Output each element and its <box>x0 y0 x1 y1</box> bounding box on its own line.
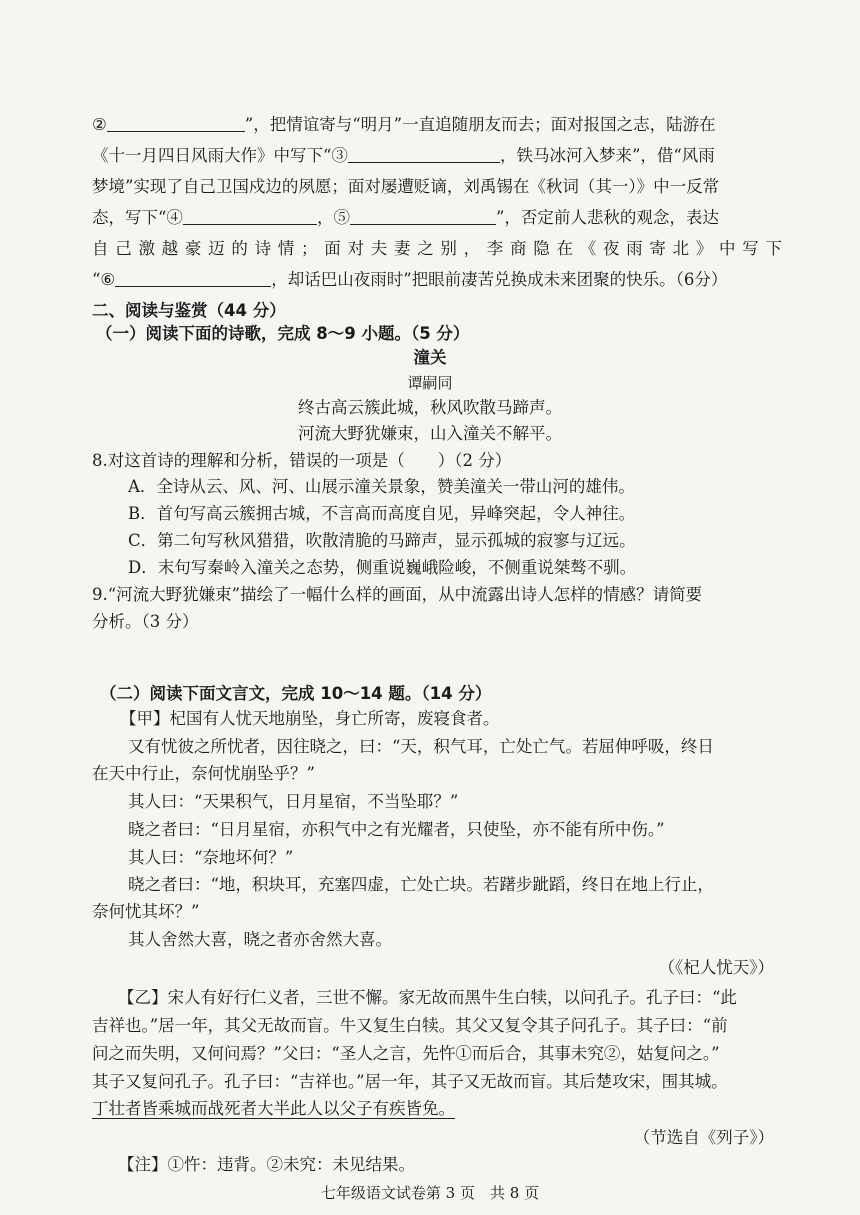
underlined-sentence: 丁壮者皆乘城而战死者大半此人以父子有疾皆免。 <box>92 1099 455 1118</box>
blank-label-2: ② <box>92 115 107 134</box>
poem-author: 谭嗣同 <box>407 374 453 392</box>
question-8-option-a: A．全诗从云、风、河、山展示潼关景象，赞美潼关一带山河的雄伟。 <box>128 477 635 496</box>
part-2-title: （二）阅读下面文言文，完成 10～14 题。（14 分） <box>100 684 492 703</box>
passage-jia-line-5: 晓之者曰：“日月星宿，亦积气中之有光耀者，只使坠，亦不能有所中伤。” <box>128 820 665 839</box>
annotation-note: 【注】①忤：违背。②未究：未见结果。 <box>118 1155 415 1174</box>
passage-yi-line-1: 【乙】宋人有好行仁义者，三世不懈。家无故而黑牛生白犊，以问孔子。孔子曰：“此 <box>118 988 737 1007</box>
passage-jia-line-3: 在天中行止，奈何忧崩坠乎？” <box>92 764 315 783</box>
fill-line-1: ② ”，把情谊寄与“明月”一直追随朋友而去；面对报国之志，陆游在 <box>92 115 716 134</box>
poem-line-2: 河流大野犹嫌束，山入潼关不解平。 <box>298 424 562 443</box>
passage-jia-line-1: 【甲】杞国有人忧天地崩坠，身亡所寄，废寝食者。 <box>120 709 500 728</box>
poem-line-1: 终古高云簇此城，秋风吹散马蹄声。 <box>298 398 562 417</box>
passage-jia-line-9: 其人舍然大喜，晓之者亦舍然大喜。 <box>128 930 392 949</box>
fill-line-3: 梦境”实现了自己卫国戍边的夙愿；面对屡遭贬谪，刘禹锡在《秋词（其一）》中一反常 <box>92 177 720 196</box>
passage-jia-line-2: 又有忧彼之所忧者，因往晓之，曰：“天，积气耳，亡处亡气。若屈伸呼吸，终日 <box>128 737 714 756</box>
passage-jia-source: （《杞人忧天》） <box>658 958 774 977</box>
poem-title: 潼关 <box>413 348 447 367</box>
page-footer: 七年级语文试卷第 3 页 共 8 页 <box>320 1184 540 1202</box>
answer-blank-5[interactable] <box>350 208 496 225</box>
passage-jia-line-4: 其人曰：“天果积气，日月星宿，不当坠耶？” <box>128 792 459 811</box>
question-9-line-1: 9.“河流大野犹嫌束”描绘了一幅什么样的画面，从中流露出诗人怎样的情感？请简要 <box>92 585 703 604</box>
answer-blank-2[interactable] <box>107 115 245 132</box>
answer-blank-4[interactable] <box>183 208 317 225</box>
question-9-line-2: 分析。（3 分） <box>92 612 199 631</box>
question-8-option-c: C．第二句写秋风猎猎，吹散清脆的马蹄声，显示孤城的寂寥与辽远。 <box>128 531 636 550</box>
passage-jia-line-8: 奈何忧其坏？” <box>92 902 200 921</box>
answer-blank-3[interactable] <box>348 146 500 163</box>
fill-line-2: 《十一月四日风雨大作》中写下“③ ，铁马冰河入梦来”，借“风雨 <box>92 146 715 165</box>
passage-jia-line-6: 其人曰：“奈地坏何？” <box>128 848 294 867</box>
passage-yi-source: （节选自《列子》） <box>633 1128 774 1147</box>
fill-line-5: 自己激越豪迈的诗情；面对夫妻之别，李商隐在《夜雨寄北》中写下 <box>92 239 782 258</box>
question-8-option-d: D．末句写秦岭入潼关之态势，侧重说巍峨险峻，不侧重说桀骜不驯。 <box>128 558 637 577</box>
passage-yi-line-5 <box>92 1098 782 1120</box>
section-2-title: 二、阅读与鉴赏（44 分） <box>92 301 286 320</box>
passage-jia-line-7: 晓之者曰：“地，积块耳，充塞四虚，亡处亡块。若躇步跐蹈，终日在地上行止， <box>128 875 714 894</box>
fill-line-4: 态，写下“④ ，⑤ ”，否定前人悲秋的观念，表达 <box>92 208 719 227</box>
fill-line-6: “⑥ ，却话巴山夜雨时”把眼前凄苦兑换成未来团聚的快乐。（6分） <box>92 270 728 289</box>
question-8-stem: 8.对这首诗的理解和分析，错误的一项是（ ）（2 分） <box>92 451 512 470</box>
passage-yi-line-4: 其子又复问孔子。孔子曰：“吉祥也。”居一年，其子又无故而盲。其后楚攻宋，围其城。 <box>92 1072 728 1091</box>
passage-yi-line-2: 吉祥也。”居一年，其父无故而盲。牛又复生白犊。其父又复令其子问孔子。其子曰：“前 <box>92 1016 728 1035</box>
question-8-option-b: B．首句写高云簇拥古城，不言高而高度自见，异峰突起，令人神往。 <box>128 504 636 523</box>
part-1-title: （一）阅读下面的诗歌，完成 8～9 小题。（5 分） <box>96 324 470 343</box>
answer-blank-6[interactable] <box>115 270 271 287</box>
passage-yi-line-3: 问之而失明，又何问焉？”父曰：“圣人之言，先忤①而后合，其事未究②，姑复问之。” <box>92 1044 720 1063</box>
